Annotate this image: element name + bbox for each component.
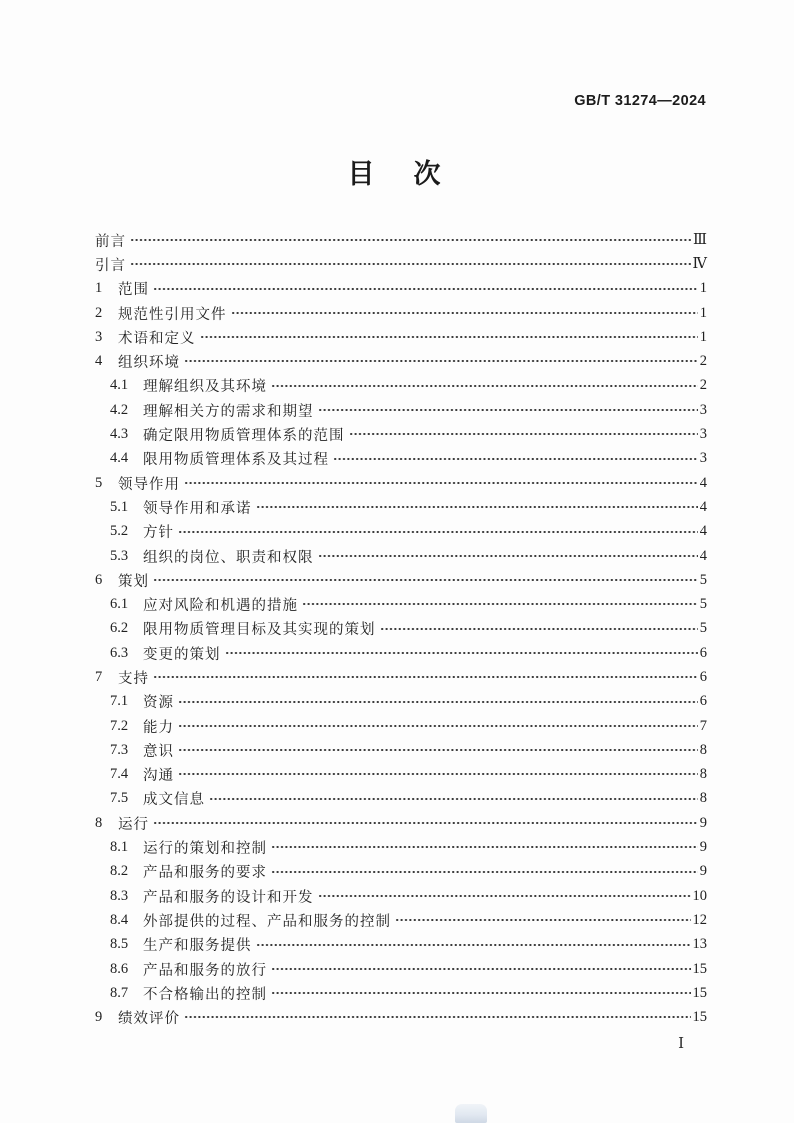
- toc-entry-label: 外部提供的过程、产品和服务的控制: [143, 913, 391, 930]
- toc-entry-label: 沟通: [143, 768, 174, 785]
- toc-entry-number: 4.3: [110, 426, 129, 443]
- toc-page-number: 6: [699, 644, 707, 661]
- toc-leader-dots: [333, 447, 698, 471]
- toc-row: [95, 933, 707, 957]
- toc-page-number: 8: [699, 766, 707, 783]
- toc-entry-label: 产品和服务的设计和开发: [143, 889, 314, 906]
- toc-leader-dots: [153, 568, 698, 592]
- toc-entry-label: 策划: [118, 573, 149, 590]
- toc-leader-dots: [209, 787, 698, 811]
- toc-entry-label: 生产和服务提供: [143, 938, 252, 955]
- toc-page-number: 7: [699, 717, 707, 734]
- toc-row: [95, 714, 707, 738]
- toc-entry-number: 9: [95, 1009, 103, 1026]
- toc-row: [95, 617, 707, 641]
- toc-entry-number: 2: [95, 304, 103, 321]
- toc-page-number: 2: [699, 353, 707, 370]
- toc-page-number: 13: [692, 936, 707, 953]
- toc-page-number: 15: [692, 1009, 707, 1026]
- toc-page-number: 8: [699, 741, 707, 758]
- toc-row: [95, 228, 707, 252]
- toc-leader-dots: [184, 349, 698, 373]
- toc-entry-number: 8.6: [110, 960, 129, 977]
- toc-page-number: 5: [699, 571, 707, 588]
- toc-entry-label: 意识: [143, 743, 174, 760]
- toc-row: [95, 301, 707, 325]
- toc-page-number: 5: [699, 620, 707, 637]
- toc-leader-dots: [200, 325, 698, 349]
- toc-row: [95, 884, 707, 908]
- toc-page-number: 3: [699, 426, 707, 443]
- toc-entry-number: 5.3: [110, 547, 129, 564]
- toc-entry-label: 限用物质管理体系及其过程: [143, 452, 329, 469]
- toc-leader-dots: [178, 520, 698, 544]
- toc-row: [95, 860, 707, 884]
- standard-number: GB/T 31274—2024: [574, 93, 706, 109]
- toc-row: [95, 908, 707, 932]
- toc-leader-dots: [302, 592, 698, 616]
- toc-entry-number: 8.7: [110, 984, 129, 1001]
- toc-page-number: 4: [699, 474, 707, 491]
- toc-entry-label: 确定限用物质管理体系的范围: [143, 428, 345, 445]
- toc-leader-dots: [271, 860, 698, 884]
- toc-leader-dots: [349, 422, 698, 446]
- toc-entry-number: 8: [95, 814, 103, 831]
- toc-page-number: 15: [692, 984, 707, 1001]
- toc-entry-label: 领导作用和承诺: [143, 500, 252, 517]
- toc-entry-label: 术语和定义: [118, 330, 196, 347]
- toc-page-number: 15: [692, 960, 707, 977]
- toc-entry-label: 组织的岗位、职责和权限: [143, 549, 314, 566]
- toc-page-number: 4: [699, 547, 707, 564]
- toc-row: [95, 738, 707, 762]
- toc-row: [95, 1006, 707, 1030]
- toc-entry-label: 理解相关方的需求和期望: [143, 403, 314, 420]
- toc-entry-number: 6.3: [110, 644, 129, 661]
- toc-entry-number: 7.5: [110, 790, 129, 807]
- toc-entry-label: 运行的策划和控制: [143, 841, 267, 858]
- toc-entry-label: 资源: [143, 695, 174, 712]
- toc-entry-label: 方针: [143, 525, 174, 542]
- toc-entry-label: 范围: [118, 282, 149, 299]
- toc-leader-dots: [380, 617, 698, 641]
- toc-page-number: 5: [699, 596, 707, 613]
- toc-row: [95, 957, 707, 981]
- toc-entry-number: 6: [95, 571, 103, 588]
- toc-entry-number: 8.1: [110, 839, 129, 856]
- toc-leader-dots: [271, 835, 698, 859]
- toc-page-number: 4: [699, 523, 707, 540]
- toc-leader-dots: [395, 908, 691, 932]
- toc-leader-dots: [178, 763, 698, 787]
- toc-entry-label: 产品和服务的要求: [143, 865, 267, 882]
- toc-row: [95, 835, 707, 859]
- toc-entry-number: 8.2: [110, 863, 129, 880]
- toc-entry-label: 引言: [95, 257, 126, 274]
- toc-entry-label: 运行: [118, 816, 149, 833]
- toc-leader-dots: [318, 544, 698, 568]
- toc-page-number: 6: [699, 693, 707, 710]
- toc-row: [95, 277, 707, 301]
- toc-row: [95, 398, 707, 422]
- toc-leader-dots: [256, 933, 691, 957]
- toc-entry-label: 领导作用: [118, 476, 180, 493]
- toc-leader-dots: [318, 398, 698, 422]
- toc-entry-number: 8.4: [110, 911, 129, 928]
- watermark-logo: [455, 1104, 487, 1123]
- toc-row: [95, 665, 707, 689]
- toc-leader-dots: [225, 641, 698, 665]
- toc-page-number: 3: [699, 450, 707, 467]
- toc-entry-label: 成文信息: [143, 792, 205, 809]
- toc-row: [95, 447, 707, 471]
- toc-entry-number: 6.1: [110, 596, 129, 613]
- toc-page-number: Ⅲ: [693, 231, 707, 248]
- toc-leader-dots: [153, 811, 698, 835]
- toc-row: [95, 349, 707, 373]
- toc-page-number: 9: [699, 814, 707, 831]
- toc-entry-label: 规范性引用文件: [118, 306, 227, 323]
- toc-entry-label: 理解组织及其环境: [143, 379, 267, 396]
- toc-leader-dots: [153, 277, 698, 301]
- toc-leader-dots: [318, 884, 691, 908]
- toc-entry-number: 7: [95, 668, 103, 685]
- toc-entry-number: 4.4: [110, 450, 129, 467]
- toc-leader-dots: [153, 665, 698, 689]
- toc-page-number: Ⅳ: [692, 255, 707, 272]
- toc-leader-dots: [271, 957, 691, 981]
- toc-entry-label: 组织环境: [118, 355, 180, 372]
- toc-entry-label: 绩效评价: [118, 1011, 180, 1028]
- toc-page-number: 9: [699, 863, 707, 880]
- toc-leader-dots: [130, 228, 691, 252]
- toc-entry-number: 5.1: [110, 498, 129, 515]
- toc-row: [95, 495, 707, 519]
- toc-leader-dots: [184, 471, 698, 495]
- toc-leader-dots: [271, 374, 698, 398]
- toc-row: [95, 568, 707, 592]
- toc-entry-number: 1: [95, 280, 103, 297]
- toc-page-number: 8: [699, 790, 707, 807]
- page-title: 目 次: [347, 159, 447, 189]
- toc-row: [95, 374, 707, 398]
- toc-row: [95, 592, 707, 616]
- toc-entry-label: 限用物质管理目标及其实现的策划: [143, 622, 376, 639]
- toc-row: [95, 520, 707, 544]
- toc-page-number: 6: [699, 668, 707, 685]
- toc-leader-dots: [178, 714, 698, 738]
- toc-entry-number: 8.5: [110, 936, 129, 953]
- toc-entry-label: 产品和服务的放行: [143, 962, 267, 979]
- toc-entry-number: 7.4: [110, 766, 129, 783]
- toc-row: [95, 763, 707, 787]
- toc-page-number: 10: [692, 887, 707, 904]
- toc-leader-dots: [231, 301, 698, 325]
- folio-page-number: Ⅰ: [678, 1036, 684, 1052]
- toc-page-number: 1: [699, 328, 707, 345]
- toc-page-number: 4: [699, 498, 707, 515]
- toc-entry-number: 5: [95, 474, 103, 491]
- toc-page-number: 3: [699, 401, 707, 418]
- toc-row: [95, 690, 707, 714]
- toc-entry-number: 7.3: [110, 741, 129, 758]
- toc-entry-number: 4.2: [110, 401, 129, 418]
- toc-row: [95, 422, 707, 446]
- toc-entry-number: 8.3: [110, 887, 129, 904]
- toc-list: [95, 228, 707, 1030]
- toc-row: [95, 471, 707, 495]
- toc-page-number: 9: [699, 839, 707, 856]
- toc-row: [95, 252, 707, 276]
- toc-entry-label: 前言: [95, 233, 126, 250]
- toc-entry-number: 3: [95, 328, 103, 345]
- toc-leader-dots: [256, 495, 698, 519]
- toc-leader-dots: [178, 738, 698, 762]
- toc-row: [95, 787, 707, 811]
- toc-entry-number: 7.1: [110, 693, 129, 710]
- toc-entry-label: 变更的策划: [143, 646, 221, 663]
- toc-entry-label: 支持: [118, 670, 149, 687]
- toc-row: [95, 641, 707, 665]
- toc-leader-dots: [271, 981, 691, 1005]
- toc-page-number: 2: [699, 377, 707, 394]
- toc-page-number: 12: [692, 911, 707, 928]
- toc-entry-label: 能力: [143, 719, 174, 736]
- toc-page-number: 1: [699, 280, 707, 297]
- toc-leader-dots: [184, 1006, 691, 1030]
- toc-entry-number: 4: [95, 353, 103, 370]
- toc-row: [95, 811, 707, 835]
- toc-entry-label: 不合格输出的控制: [143, 986, 267, 1003]
- toc-row: [95, 981, 707, 1005]
- toc-entry-number: 5.2: [110, 523, 129, 540]
- toc-entry-label: 应对风险和机遇的措施: [143, 598, 298, 615]
- toc-leader-dots: [130, 252, 691, 276]
- toc-row: [95, 544, 707, 568]
- toc-leader-dots: [178, 690, 698, 714]
- toc-entry-number: 6.2: [110, 620, 129, 637]
- toc-page-number: 1: [699, 304, 707, 321]
- toc-entry-number: 7.2: [110, 717, 129, 734]
- toc-entry-number: 4.1: [110, 377, 129, 394]
- toc-row: [95, 325, 707, 349]
